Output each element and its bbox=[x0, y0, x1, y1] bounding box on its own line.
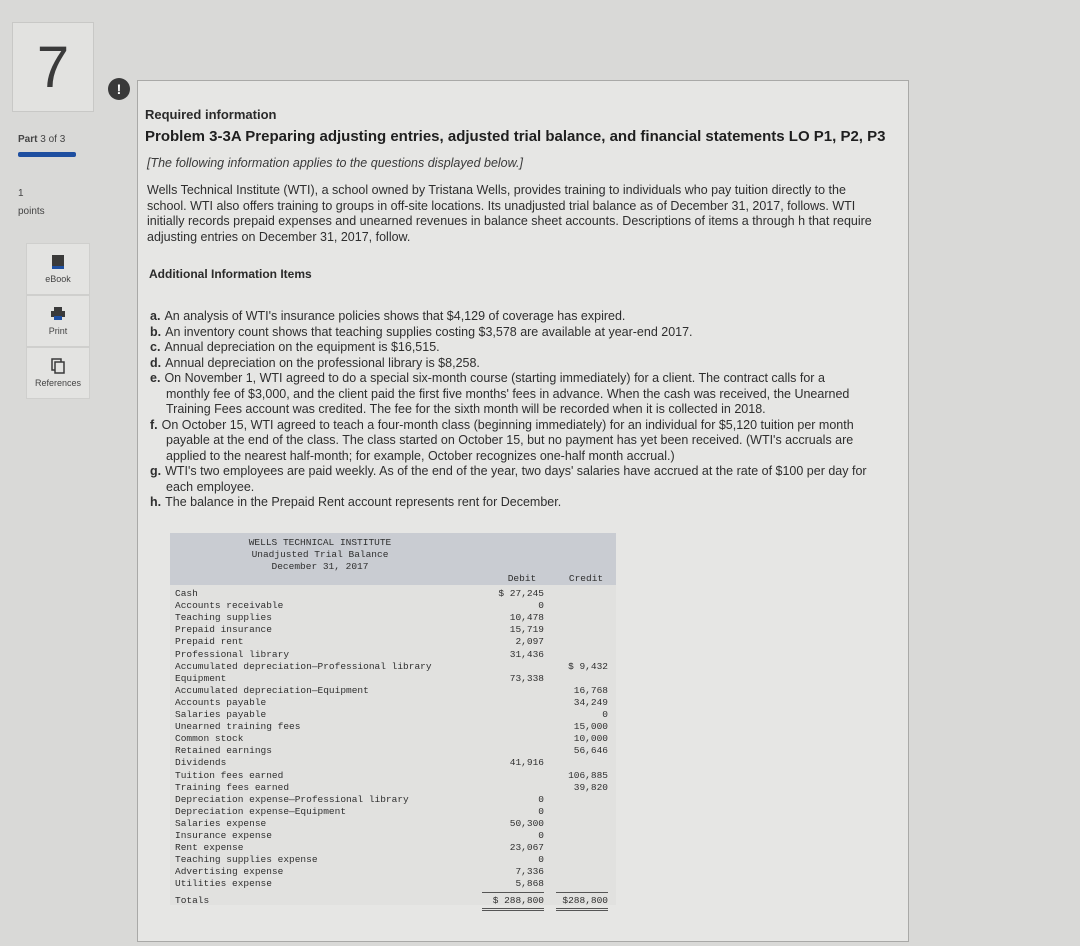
table-row-credit: $ 9,432 bbox=[568, 660, 608, 672]
print-button[interactable] bbox=[26, 295, 90, 347]
table-row-debit: 2,097 bbox=[515, 636, 544, 648]
item-text: WTI's two employees are paid weekly. As of the end of the year, two days' salaries have accrued at the rate of $100 per day for each employee. bbox=[165, 464, 867, 494]
list-item bbox=[150, 325, 870, 341]
item-text: On October 15, WTI agreed to teach a four-month class (beginning immediately) for an individual for $5,120 tuition per month payable at the end of the class. The class started on October 15, but no payment has yet been received. (WTI's accruals are applied to the nearest half-month; for example, October recognizes one-half month accrual.) bbox=[161, 417, 854, 463]
totals-double-rule bbox=[482, 910, 544, 911]
table-row-debit: 0 bbox=[538, 854, 544, 866]
tb-heading-title: Unadjusted Trial Balance bbox=[251, 549, 389, 560]
item-text: The balance in the Prepaid Rent account represents rent for December. bbox=[165, 495, 562, 509]
book-icon bbox=[51, 254, 65, 270]
table-row-account: Salaries expense bbox=[175, 817, 267, 829]
item-letter: h. bbox=[150, 495, 162, 509]
table-row-account: Accounts receivable bbox=[175, 600, 284, 612]
table-row-account: Accounts payable bbox=[175, 696, 267, 708]
totals-double-rule bbox=[482, 908, 544, 909]
print-label: Print bbox=[48, 326, 68, 336]
table-row-account: Prepaid insurance bbox=[175, 624, 272, 636]
alert-icon: ! bbox=[108, 78, 130, 100]
list-item bbox=[150, 309, 870, 325]
totals-rule bbox=[556, 892, 608, 893]
table-row-credit: 0 bbox=[602, 709, 608, 720]
table-row-account: Dividends bbox=[175, 757, 227, 769]
part-value: 3 of 3 bbox=[40, 134, 66, 145]
table-row-account: Common stock bbox=[175, 733, 244, 745]
tb-heading-company: WELLS TECHNICAL INSTITUTE bbox=[248, 537, 392, 548]
table-row-debit: 50,300 bbox=[509, 817, 544, 829]
list-item bbox=[150, 371, 870, 418]
table-row-account: Insurance expense bbox=[175, 830, 272, 841]
references-icon bbox=[51, 358, 65, 374]
table-row-credit: 10,000 bbox=[573, 733, 608, 745]
table-row-account: Accumulated depreciation—Equipment bbox=[175, 684, 369, 696]
totals-row-credit: $288,800 bbox=[562, 894, 608, 906]
credit-column-header: Credit bbox=[568, 573, 604, 584]
table-row-account: Advertising expense bbox=[175, 866, 284, 878]
table-row-credit: 15,000 bbox=[573, 721, 608, 733]
item-text: Annual depreciation on the equipment is $16,515. bbox=[164, 340, 440, 354]
table-row-account: Teaching supplies expense bbox=[175, 854, 318, 866]
ebook-button[interactable] bbox=[26, 243, 90, 295]
table-row-debit: 41,916 bbox=[509, 757, 544, 769]
table-row-debit: 5,868 bbox=[515, 878, 544, 890]
additional-info-heading: Additional Information Items bbox=[149, 267, 312, 281]
printer-icon bbox=[50, 306, 66, 322]
table-row-account: Accumulated depreciation—Professional library bbox=[175, 660, 432, 672]
table-row-debit: 0 bbox=[538, 805, 544, 817]
list-item bbox=[150, 356, 870, 372]
table-row-account: Utilities expense bbox=[175, 878, 272, 890]
item-letter: g. bbox=[150, 464, 162, 478]
table-row-debit: 31,436 bbox=[509, 648, 544, 660]
table-row-credit: 34,249 bbox=[573, 696, 608, 708]
list-item bbox=[150, 418, 870, 465]
part-label: Part bbox=[18, 134, 38, 145]
table-row-debit: 10,478 bbox=[509, 612, 544, 624]
table-row-account: Salaries payable bbox=[175, 709, 267, 720]
list-item bbox=[150, 340, 870, 356]
table-row-credit: 16,768 bbox=[573, 684, 608, 696]
table-row-debit: 7,336 bbox=[515, 866, 544, 878]
applies-note: [The following information applies to the questions displayed below.] bbox=[147, 156, 523, 170]
item-text: An analysis of WTI's insurance policies shows that $4,129 of coverage has expired. bbox=[164, 309, 626, 323]
table-row-account: Prepaid rent bbox=[175, 636, 244, 648]
trial-balance-header bbox=[170, 533, 616, 585]
list-item bbox=[150, 495, 870, 511]
item-letter: c. bbox=[150, 340, 161, 354]
table-row-account: Equipment bbox=[175, 672, 227, 684]
required-information-heading: Required information bbox=[145, 107, 277, 122]
table-row-account: Training fees earned bbox=[175, 781, 290, 793]
tb-heading-date: December 31, 2017 bbox=[271, 561, 369, 572]
part-progress-bar bbox=[18, 152, 76, 157]
table-row-credit: 106,885 bbox=[568, 769, 608, 781]
item-letter: d. bbox=[150, 355, 162, 370]
totals-rule bbox=[482, 892, 544, 893]
totals-row-account: Totals bbox=[175, 894, 210, 906]
table-row-account: Retained earnings bbox=[175, 745, 272, 757]
table-row-debit: 0 bbox=[538, 600, 544, 612]
item-text: Annual depreciation on the professional library is $8,258. bbox=[165, 355, 480, 370]
references-label: References bbox=[34, 378, 82, 388]
totals-row-debit: $ 288,800 bbox=[492, 894, 544, 906]
table-row-account: Tuition fees earned bbox=[175, 769, 284, 781]
problem-intro: Wells Technical Institute (WTI), a school owned by Tristana Wells, provides training to individuals who pay tuition directly to the school. WTI also offers training to groups in off-site locations. Its unadjusted trial balance as of December 31, 2017, follows. WTI initially records prepaid expenses and unearned revenues in balance sheet accounts. Descriptions of items a through h that require adjusting entries on December 31, 2017, follow. bbox=[147, 183, 872, 244]
table-row-debit: $ 27,245 bbox=[498, 588, 544, 599]
table-row-debit: 15,719 bbox=[509, 624, 544, 636]
table-row-debit: 0 bbox=[538, 793, 544, 805]
ebook-label: eBook bbox=[45, 274, 71, 284]
table-row-debit: 0 bbox=[538, 830, 544, 841]
part-indicator bbox=[18, 134, 65, 145]
table-row-account: Cash bbox=[175, 588, 198, 599]
points-label: points bbox=[18, 206, 45, 217]
trial-balance-table bbox=[170, 533, 616, 905]
references-button[interactable] bbox=[26, 347, 90, 399]
item-text: On November 1, WTI agreed to do a special six-month course (starting immediately) for a client. The contract calls for a monthly fee of $3,000, and the client paid the first five months' fees in advance. When the cash was received, the Unearned Training Fees account was credited. The fee for the sixth month will be recorded when it is collected in 2018. bbox=[164, 371, 850, 416]
debit-column-header: Debit bbox=[507, 573, 537, 584]
item-text: An inventory count shows that teaching supplies costing $3,578 are available at year-end 2017. bbox=[165, 324, 693, 339]
table-row-account: Depreciation expense—Professional library bbox=[175, 793, 409, 805]
totals-double-rule bbox=[556, 908, 608, 909]
item-letter: f. bbox=[150, 417, 158, 432]
table-row-account: Depreciation expense—Equipment bbox=[175, 805, 347, 817]
item-letter: a. bbox=[150, 309, 161, 323]
table-row-credit: 56,646 bbox=[573, 745, 608, 757]
problem-title: Problem 3-3A Preparing adjusting entries, adjusted trial balance, and financial statements LO P1, P2, P3 bbox=[145, 128, 886, 145]
points-value: 1 bbox=[18, 188, 24, 199]
item-letter: e. bbox=[150, 371, 161, 385]
question-number: 7 bbox=[36, 34, 70, 100]
table-row-account: Teaching supplies bbox=[175, 612, 272, 624]
table-row-account: Rent expense bbox=[175, 842, 244, 854]
list-item bbox=[150, 464, 870, 495]
question-number-box bbox=[12, 22, 94, 112]
table-row-credit: 39,820 bbox=[573, 781, 608, 793]
item-letter: b. bbox=[150, 324, 162, 339]
table-row-debit: 73,338 bbox=[509, 672, 544, 684]
additional-info-list bbox=[150, 309, 870, 511]
table-row-debit: 23,067 bbox=[509, 842, 544, 854]
totals-double-rule bbox=[556, 910, 608, 911]
table-row-account: Unearned training fees bbox=[175, 721, 301, 733]
table-row-account: Professional library bbox=[175, 648, 290, 660]
